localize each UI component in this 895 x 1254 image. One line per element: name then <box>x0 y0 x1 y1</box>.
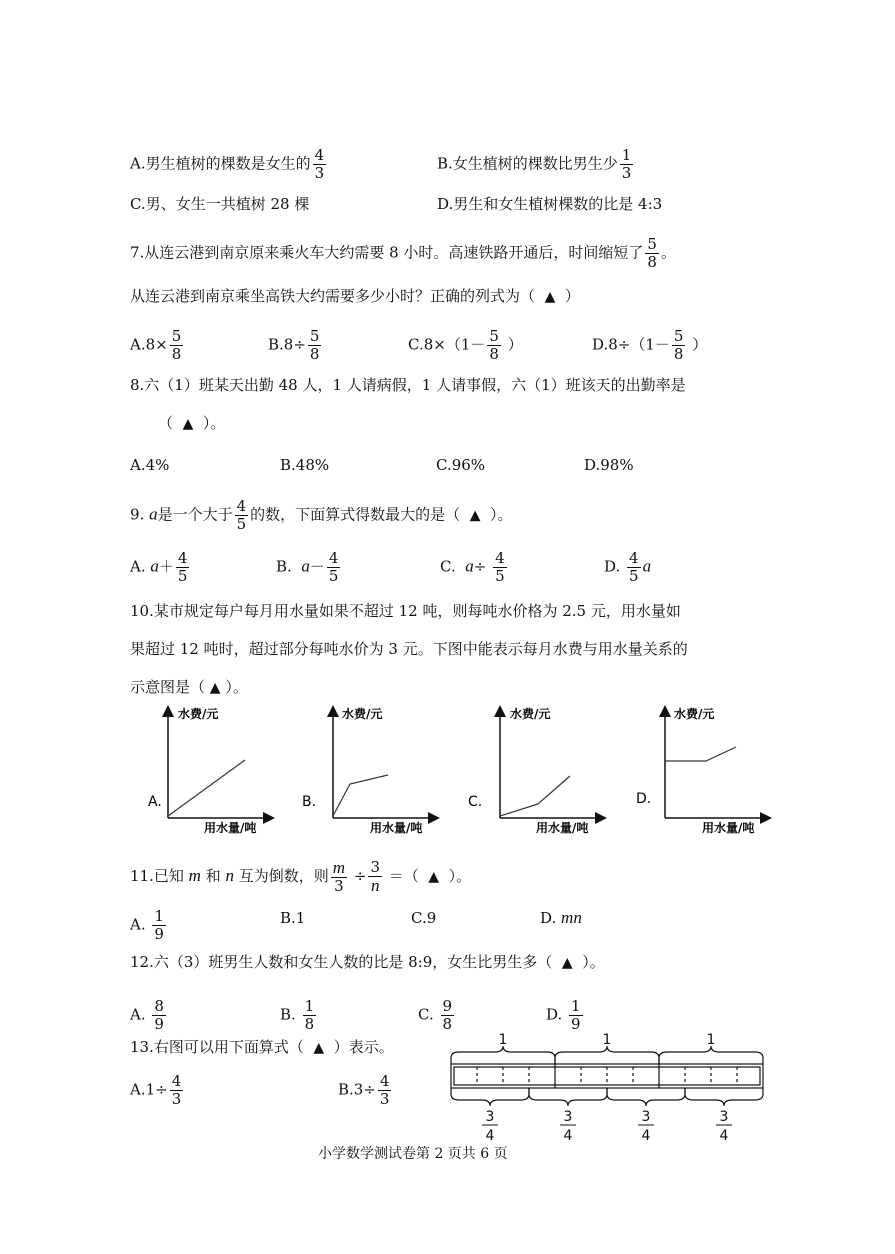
q7-option-b: B.8÷ $\frac{5}{8}$ <box>268 327 320 363</box>
bottom-den-2: 4 <box>563 1128 573 1144</box>
fraction: $\frac{8}{9}$ <box>154 997 164 1033</box>
q7-option-c: C.8×（1－ $\frac{5}{8}$ ） <box>408 327 523 363</box>
q8-option-b: B.48% <box>280 456 330 474</box>
q13-option-b: B.3÷ $\frac{4}{3}$ <box>338 1072 390 1108</box>
q11-stem: 11.已知 m 和 n 互为倒数，则 $\frac{m}{3}$ ÷ $\frac{3}{n}$ ＝（ ▲ ）。 <box>130 858 472 895</box>
bottom-brace-4 <box>685 1088 763 1106</box>
top-brace-3 <box>659 1046 763 1064</box>
q6-option-d: D.男生和女生植树棵数的比是 4:3 <box>437 195 663 213</box>
q10-stem-line3: 示意图是（ ▲ ）。 <box>130 678 248 696</box>
fraction: $\frac{4}{5}$ <box>236 497 247 533</box>
bottom-num-1: 3 <box>485 1109 495 1125</box>
q12-option-c: C. $\frac{9}{8}$ <box>418 997 453 1033</box>
q8-option-a: A.4% <box>130 456 170 474</box>
bottom-num-4: 3 <box>719 1109 729 1125</box>
answer-marker: ▲ <box>313 1040 325 1056</box>
top-brace-2 <box>555 1046 659 1064</box>
fraction: $\frac{5}{8}$ <box>171 327 182 363</box>
q7-stem-line2: 从连云港到南京乘坐高铁大约需要多少小时？正确的列式为（ ▲ ） <box>130 287 580 305</box>
fraction: $\frac{4}{5}$ <box>495 549 505 585</box>
fraction: $\frac{m}{3}$ <box>332 858 346 895</box>
q11-option-d: D. mn <box>540 908 582 927</box>
fraction: $\frac{3}{n}$ <box>370 858 380 895</box>
q13-diagram <box>445 1030 775 1145</box>
graph-a <box>148 706 272 835</box>
q10-graphs <box>0 700 895 850</box>
q6-option-a: A.男生植树的棵数是女生的 $\frac{4}{3}$ <box>130 146 325 182</box>
fraction: $\frac{5}{8}$ <box>309 327 320 363</box>
fraction: $\frac{1}{3}$ <box>621 146 632 182</box>
q9-option-c: C. a÷ $\frac{4}{5}$ <box>440 549 505 585</box>
top-label-2: 1 <box>602 1032 612 1048</box>
q13-stem: 13.右图可以用下面算式（ ▲ ）表示。 <box>130 1038 394 1056</box>
graph-c-label: C. <box>468 794 483 810</box>
bottom-brace-3 <box>607 1088 685 1106</box>
top-label-3: 1 <box>706 1032 716 1048</box>
answer-marker: ▲ <box>428 869 440 885</box>
answer-marker: ▲ <box>209 680 221 696</box>
q7-option-a: A.8× $\frac{5}{8}$ <box>130 327 182 363</box>
fraction: $\frac{4}{5}$ <box>177 549 188 585</box>
fraction: $\frac{5}{8}$ <box>647 235 657 271</box>
q11-option-a: A. $\frac{1}{9}$ <box>130 907 164 943</box>
q11-option-b: B.1 <box>280 909 306 927</box>
top-brace-1 <box>451 1046 555 1064</box>
q10-stem-line1: 10.某市规定每户每月用水量如果不超过 12 吨，则每吨水价格为 2.5 元，用水量如 <box>130 602 681 620</box>
answer-marker: ▲ <box>182 416 194 432</box>
bottom-brace-2 <box>529 1088 607 1106</box>
q12-option-b: B. $\frac{1}{8}$ <box>280 997 315 1033</box>
graph-d-ylabel: 水费/元 <box>674 707 715 721</box>
fraction: $\frac{4}{3}$ <box>171 1072 182 1108</box>
answer-marker: ▲ <box>544 289 556 305</box>
bottom-brace-1 <box>451 1088 529 1106</box>
q8-option-c: C.96% <box>436 456 486 474</box>
fraction: $\frac{1}{9}$ <box>571 997 581 1033</box>
bottom-num-3: 3 <box>641 1109 651 1125</box>
fraction: $\frac{4}{3}$ <box>314 146 325 182</box>
q9-option-a: A. a＋ $\frac{4}{5}$ <box>130 549 188 585</box>
q9-stem: 9. a是一个大于 $\frac{4}{5}$ 的数，下面算式得数最大的是（ ▲ ）。 <box>130 497 513 533</box>
q12-stem: 12.六（3）班男生人数和女生人数的比是 8:9，女生比男生多（ ▲ ）。 <box>130 953 605 971</box>
page-footer: 小学数学测试卷第 2 页共 6 页 <box>318 1146 508 1162</box>
q12-option-d: D. $\frac{1}{9}$ <box>546 997 581 1033</box>
q9-option-b: B. a－ $\frac{4}{5}$ <box>276 549 339 585</box>
q11-option-c: C.9 <box>411 909 437 927</box>
graph-d-label: D. <box>636 791 652 807</box>
graph-a-label: A. <box>148 794 162 810</box>
fraction: $\frac{4}{5}$ <box>328 549 339 585</box>
q12-option-a: A. $\frac{8}{9}$ <box>130 997 164 1033</box>
graph-d <box>636 706 769 835</box>
graph-c <box>468 706 604 835</box>
bottom-den-1: 4 <box>485 1128 495 1144</box>
graph-b-xlabel: 用水量/吨 <box>370 821 423 835</box>
bottom-den-3: 4 <box>641 1128 651 1144</box>
fraction: $\frac{5}{8}$ <box>489 327 499 363</box>
bottom-den-4: 4 <box>719 1128 729 1144</box>
answer-marker: ▲ <box>561 955 573 971</box>
q8-stem-line1: 8.六（1）班某天出勤 48 人，1 人请病假，1 人请事假，六（1）班该天的出勤率是 <box>130 376 686 394</box>
answer-marker: ▲ <box>469 507 481 524</box>
bottom-num-2: 3 <box>563 1109 573 1125</box>
graph-c-xlabel: 用水量/吨 <box>536 821 589 835</box>
top-label-1: 1 <box>498 1032 508 1048</box>
graph-a-xlabel: 用水量/吨 <box>204 821 257 835</box>
q7-stem-line1: 7.从连云港到南京原来乘火车大约需要 8 小时。高速铁路开通后，时间缩短了 $\frac{5}{8}$ 。 <box>130 235 676 271</box>
graph-b-ylabel: 水费/元 <box>342 707 383 721</box>
q9-option-d: D. $\frac{4}{5}$ a <box>604 549 652 585</box>
graph-a-ylabel: 水费/元 <box>178 707 219 721</box>
q10-stem-line2: 果超过 12 吨时，超过部分每吨水价为 3 元。下图中能表示每月水费与用水量关系的 <box>130 640 688 658</box>
graph-b <box>302 706 437 835</box>
q8-stem-line2: （ ▲ ）。 <box>158 414 226 432</box>
graph-c-ylabel: 水费/元 <box>510 707 551 721</box>
q13-option-a: A.1÷ $\frac{4}{3}$ <box>130 1072 182 1108</box>
fraction: $\frac{4}{5}$ <box>629 549 639 585</box>
q6-option-c: C.男、女生一共植树 28 棵 <box>130 195 310 213</box>
fraction: $\frac{9}{8}$ <box>442 997 453 1033</box>
fraction: $\frac{4}{3}$ <box>379 1072 390 1108</box>
q6-option-b: B.女生植树的棵数比男生少 $\frac{1}{3}$ <box>437 146 632 182</box>
fraction: $\frac{5}{8}$ <box>673 327 684 363</box>
fraction: $\frac{1}{8}$ <box>304 997 315 1033</box>
q8-option-d: D.98% <box>584 456 634 474</box>
graph-b-label: B. <box>302 794 317 810</box>
graph-d-xlabel: 用水量/吨 <box>702 821 755 835</box>
q7-option-d: D.8÷（1－ $\frac{5}{8}$ ） <box>592 327 708 363</box>
fraction: $\frac{1}{9}$ <box>154 907 164 943</box>
